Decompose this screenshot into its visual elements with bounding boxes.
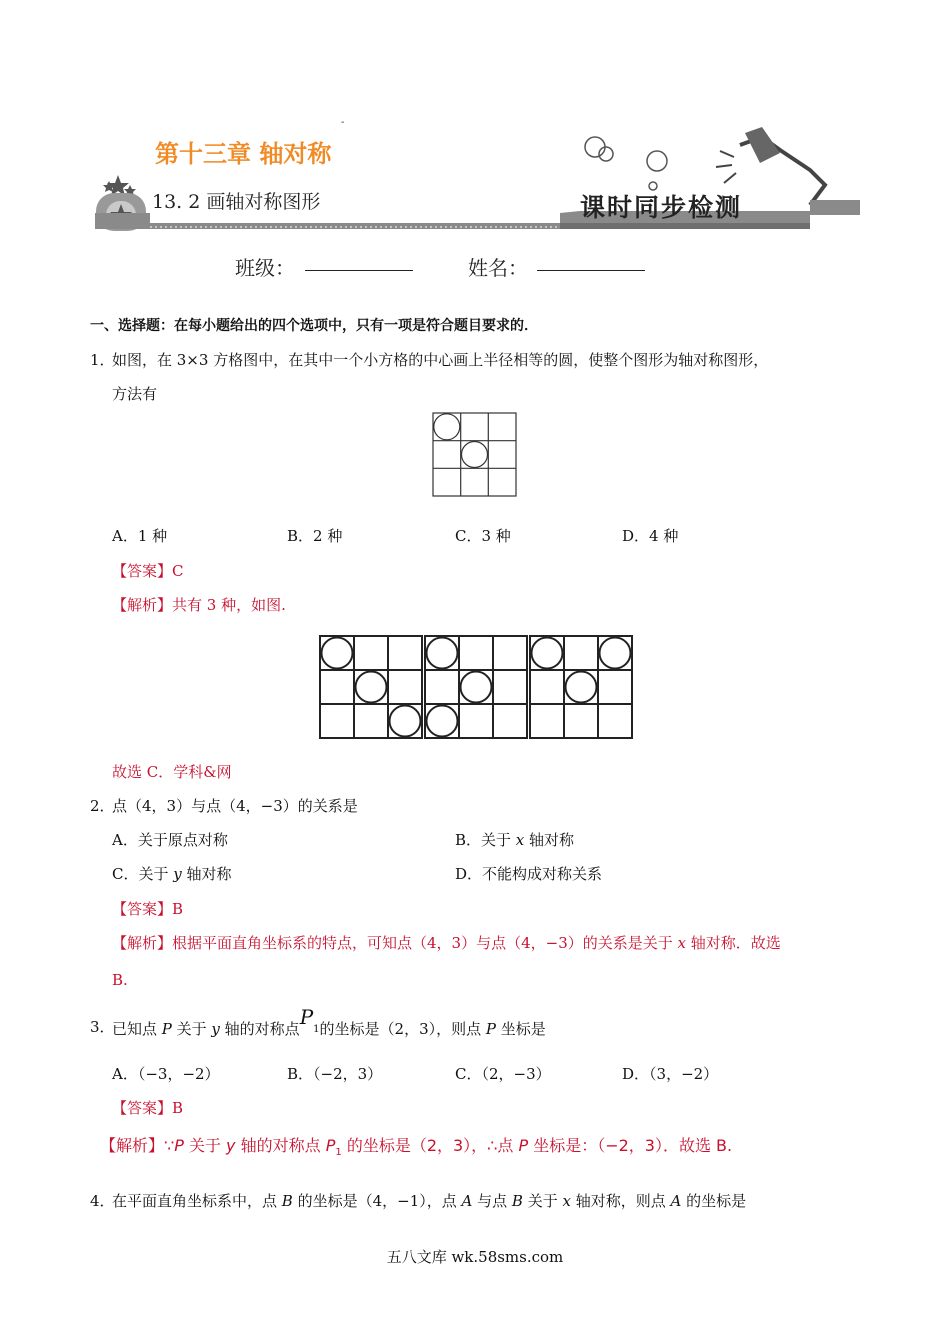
option-b[interactable]: B．2 种 — [287, 527, 343, 545]
option-a[interactable]: A．1 种 — [112, 527, 168, 545]
variable: y — [226, 1136, 236, 1155]
variable: y — [211, 1020, 220, 1038]
analysis-text: 轴的对称点 — [235, 1136, 326, 1155]
bubble-icon — [585, 137, 667, 190]
variable: B — [281, 1192, 293, 1210]
footer-watermark: 五八文库 wk.58sms.com — [386, 1248, 564, 1266]
variable: P — [485, 1020, 496, 1038]
section-heading: 一、选择题：在每小题给出的四个选项中，只有一项是符合题目要求的． — [90, 318, 538, 334]
stem-text: 的坐标是 — [681, 1192, 747, 1210]
name-label: 姓名： — [468, 256, 528, 280]
stem-text: 关于 — [522, 1192, 563, 1210]
answer-value: C — [172, 562, 184, 580]
analysis — [100, 1135, 732, 1164]
option-text: 轴对称 — [524, 831, 575, 849]
variable: A — [670, 1192, 682, 1210]
stem-text: 的坐标是（4，−1），点 — [292, 1192, 462, 1210]
stem-text: 关于 — [171, 1020, 212, 1038]
option-text: B．关于 — [455, 831, 516, 849]
analysis-text: 根据平面直角坐标系的特点，可知点（4，3）与点（4，−3）的关系是关于 — [172, 934, 678, 952]
analysis-cont: B. — [112, 971, 128, 989]
variable: P — [325, 1136, 336, 1155]
name-field[interactable] — [537, 270, 645, 271]
subscript: 1 — [313, 1024, 320, 1035]
analysis — [112, 595, 286, 615]
option-d[interactable]: D．不能构成对称关系 — [455, 865, 603, 883]
analysis-tag: 【解析】 — [112, 934, 173, 952]
answer — [112, 899, 183, 919]
question-number: 3． — [90, 1018, 115, 1036]
class-field[interactable] — [305, 270, 413, 271]
variable: A — [461, 1192, 473, 1210]
option-text: C．关于 — [112, 865, 174, 883]
variable: P — [161, 1020, 172, 1038]
variable: P — [174, 1136, 184, 1155]
question-number: 2． — [90, 797, 115, 815]
answer — [112, 561, 184, 581]
question-number: 1． — [90, 351, 115, 369]
answer-tag: 【答案】 — [112, 900, 173, 918]
badge-title: 课时同步检测 — [580, 193, 743, 222]
stem-text: 与点 — [472, 1192, 512, 1210]
option-d[interactable]: D．（3，−2） — [622, 1065, 719, 1083]
analysis-text: 关于 — [183, 1136, 227, 1155]
answer-value: B — [172, 900, 184, 918]
option-c[interactable]: C．3 种 — [455, 527, 511, 545]
question-stem: 点（4，3）与点（4，−3）的关系是 — [112, 797, 358, 815]
analysis — [112, 933, 781, 953]
variable: B — [511, 1192, 523, 1210]
stem-text: 在平面直角坐标系中，点 — [112, 1192, 282, 1210]
solutions-figure — [318, 634, 636, 740]
option-b[interactable] — [455, 830, 574, 850]
option-a[interactable]: A．（−3，−2） — [112, 1065, 220, 1083]
stem-text: 轴对称，则点 — [570, 1192, 671, 1210]
chapter-title: 第十三章 轴对称 — [155, 140, 332, 168]
question-stem-cont: 方法有 — [112, 385, 158, 403]
header-decoration — [90, 105, 870, 240]
analysis-text: 共有 3 种，如图. — [172, 596, 286, 614]
svg-text:-: - — [341, 117, 345, 128]
option-a[interactable]: A．关于原点对称 — [112, 831, 228, 849]
option-d[interactable]: D．4 种 — [622, 527, 679, 545]
variable: x — [562, 1192, 571, 1210]
variable: x — [515, 831, 525, 849]
stem-text: 坐标是 — [495, 1020, 546, 1038]
analysis-text: 轴对称．故选 — [686, 934, 781, 952]
analysis-text: 坐标是：（−2，3）．故选 B. — [528, 1136, 733, 1155]
answer-tag: 【答案】 — [112, 562, 173, 580]
conclusion: 故选 C．学科&网 — [112, 763, 232, 781]
analysis-text: ∵ — [164, 1136, 175, 1155]
variable: P — [518, 1136, 529, 1155]
class-label: 班级： — [235, 256, 295, 280]
option-c[interactable]: C．（2，−3） — [455, 1065, 551, 1083]
variable: y — [173, 865, 182, 883]
question-stem — [112, 1191, 746, 1211]
stem-text: 已知点 — [112, 1020, 162, 1038]
analysis-tag: 【解析】 — [100, 1136, 165, 1155]
question-stem: 如图，在 3×3 方格图中，在其中一个小方格的中心画上半径相等的圆，使整个图形为轴对称图形， — [112, 351, 769, 369]
question-number: 4． — [90, 1192, 115, 1210]
option-c[interactable] — [112, 864, 232, 884]
subscript: 1 — [335, 1147, 342, 1159]
answer — [112, 1098, 183, 1118]
answer-value: B — [172, 1099, 184, 1117]
stem-text: 轴的对称点 — [219, 1020, 300, 1038]
option-text: 轴对称 — [181, 865, 232, 883]
variable: P — [299, 1005, 314, 1029]
section-title: 13. 2 画轴对称图形 — [152, 191, 321, 213]
option-b[interactable]: B．（−2，3） — [287, 1065, 383, 1083]
variable: x — [677, 934, 686, 952]
question-stem — [112, 1005, 546, 1046]
stem-text: 的坐标是（2，3），则点 — [319, 1020, 486, 1038]
analysis-text: 的坐标是（2，3），∴点 — [341, 1136, 519, 1155]
grid-figure — [432, 412, 518, 498]
answer-tag: 【答案】 — [112, 1099, 173, 1117]
analysis-tag: 【解析】 — [112, 596, 173, 614]
